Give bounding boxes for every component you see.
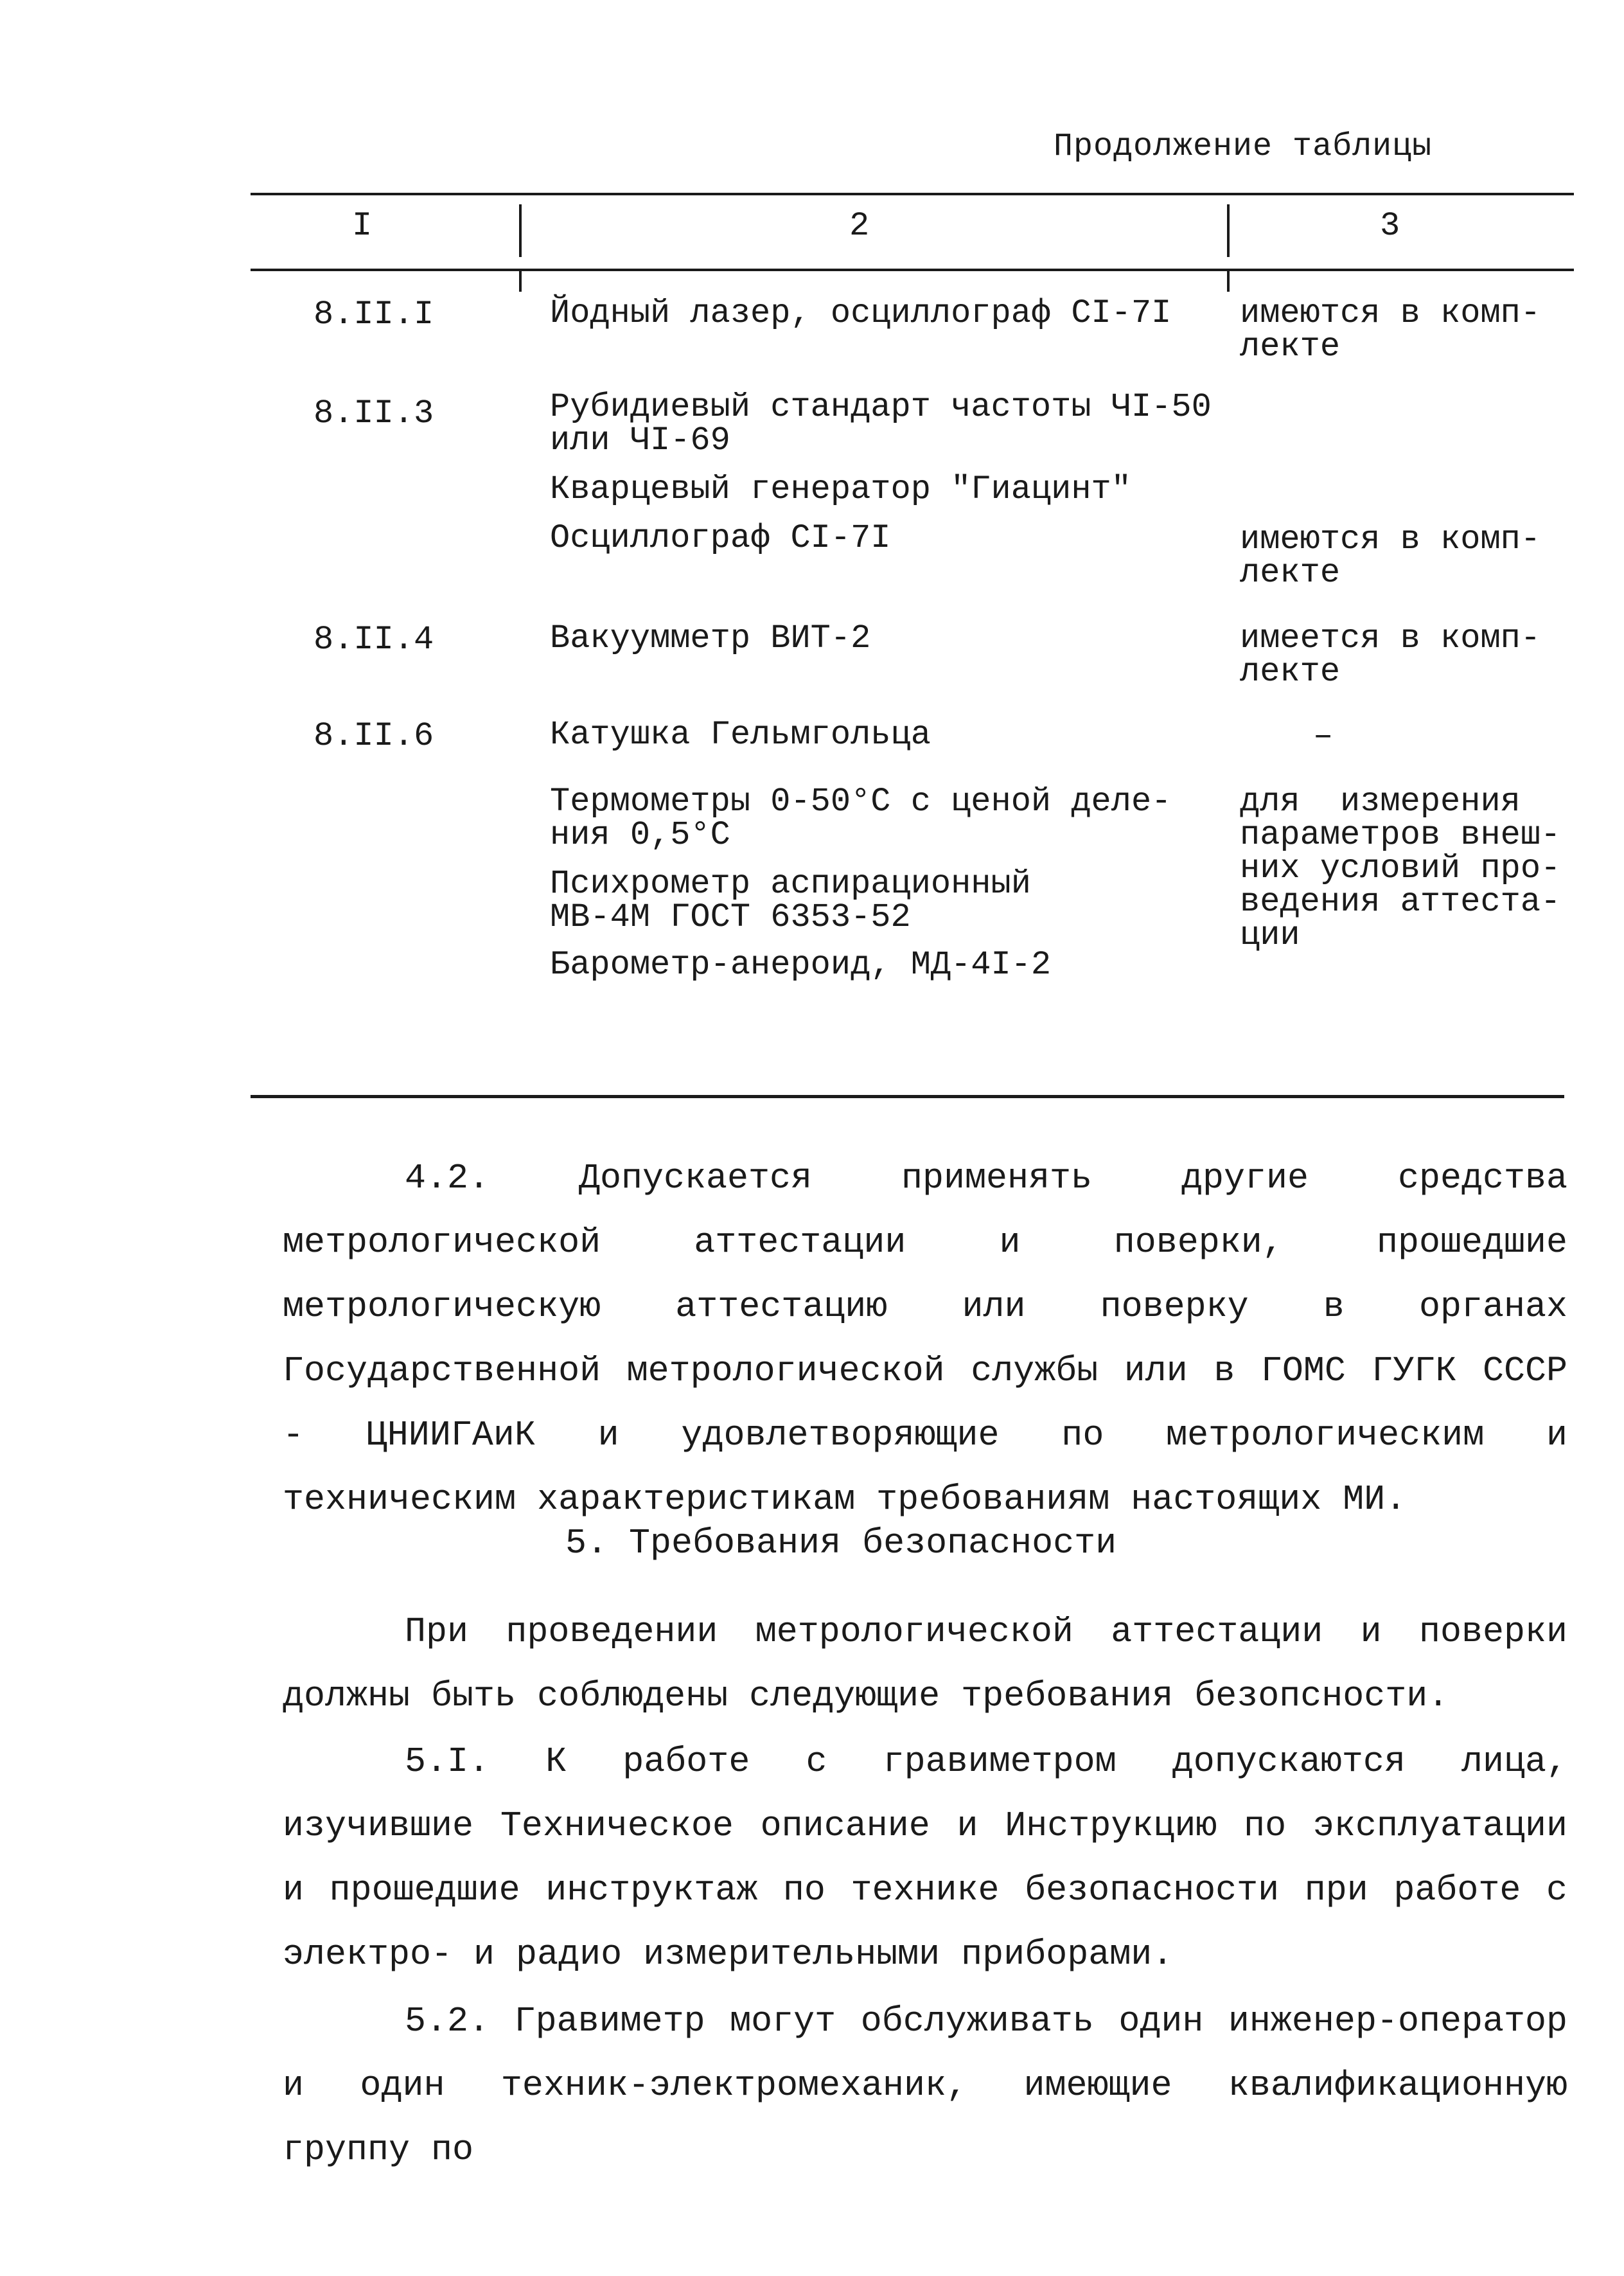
column-separator xyxy=(519,269,522,292)
row-number: 8.II.3 xyxy=(313,395,434,432)
instrument-name: Барометр-анероид, МД-4I-2 xyxy=(550,946,1052,984)
row-number: 8.II.6 xyxy=(313,717,434,755)
table-continuation-label: Продолжение таблицы xyxy=(1054,129,1433,165)
column-header-3: 3 xyxy=(1380,207,1400,245)
column-header-2: 2 xyxy=(849,207,870,245)
column-separator xyxy=(519,204,522,257)
row-number: 8.II.4 xyxy=(313,621,434,659)
instrument-name: Йодный лазер, осциллограф СI-7I xyxy=(550,294,1172,332)
column-header-1: I xyxy=(352,207,373,245)
table-top-rule xyxy=(251,193,1574,195)
paragraph-4-2: 4.2. Допускается применять другие средства метрологической аттестации и поверки, прошедшие метрологическую аттестацию или поверку в органах Государственной метрологической службы или в ГОМС ГУГК СССР - ЦНИИГАиК и удовлетворяющие по метрологическим и техническим характеристикам требованиям настоящих МИ. xyxy=(283,1158,1567,1520)
instrument-note-dash: – xyxy=(1313,717,1334,755)
instrument-name: Осциллограф СI-7I xyxy=(550,519,891,557)
instrument-name: Кварцевый генератор "Гиацинт" xyxy=(550,470,1131,508)
instrument-name: Катушка Гельмгольца xyxy=(550,716,931,754)
paragraph-5-2: 5.2. Гравиметр могут обслуживать один инженер-оператор и один техник-электромеханик, имеющие квалификационную группу по xyxy=(283,2001,1567,2170)
instrument-name: Рубидиевый стандарт частоты ЧI-50 или ЧI-69 xyxy=(550,388,1212,459)
row-number: 8.II.I xyxy=(313,296,434,333)
instrument-note: имеются в комп- лекте xyxy=(1240,520,1541,592)
table-header-rule xyxy=(251,269,1574,271)
paragraph-5-1: 5.I. К работе с гравиметром допускаются лица, изучившие Техническое описание и Инструкцию по эксплуатации и прошедшие инструктаж по технике безопасности при работе с электро- и радио измерительными приборами. xyxy=(283,1741,1567,1975)
table-bottom-rule xyxy=(251,1095,1564,1098)
instrument-note: имеются в комп- лекте xyxy=(1240,294,1541,366)
group-note: для измерения параметров внеш- них условий про- ведения аттеста- ции xyxy=(1240,783,1561,954)
paragraph-5-intro: При проведении метрологической аттестации и поверки должны быть соблюдены следующие требования безопсности. xyxy=(283,1612,1567,1716)
column-separator xyxy=(1227,269,1230,292)
section-5-title: 5. Требования безопасности xyxy=(565,1523,1117,1563)
instrument-name: Термометры 0-50°С с ценой деле- ния 0,5°С xyxy=(550,783,1172,854)
instrument-name: Вакуумметр ВИТ-2 xyxy=(550,619,871,657)
instrument-name: Психрометр аспирационный МВ-4М ГОСТ 6353-52 xyxy=(550,865,1031,936)
column-separator xyxy=(1227,204,1230,257)
instrument-note: имеется в комп- лекте xyxy=(1240,619,1541,691)
